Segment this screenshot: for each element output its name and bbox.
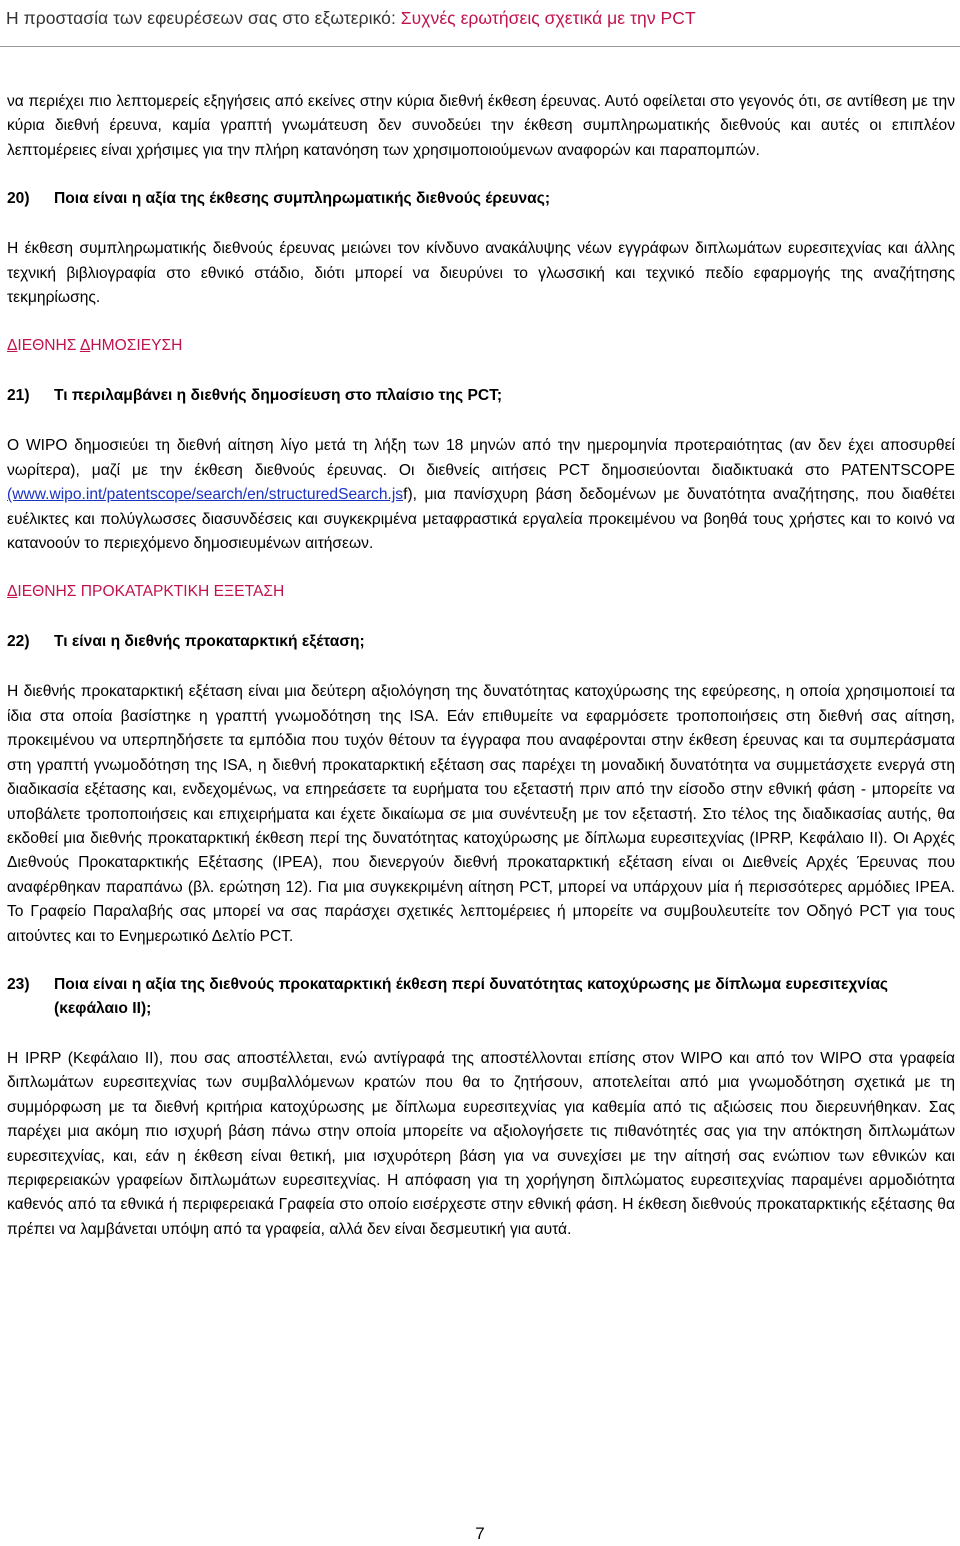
question-20-heading <box>7 187 955 211</box>
answer-23-paragraph: Η IPRP (Κεφάλαιο II), που σας αποστέλλεται, ενώ αντίγραφά της αποστέλλονται επίσης στον WIPO και από τον WIPO στα γραφεία διπλωμάτων ευρεσιτεχνίας των συμβαλλόμενων κρατών που θα το ζητήσουν, αποτελείται από μια γνωμοδότηση σχετικά με τη συμμόρφωση με τα διεθνή κριτήρια κατοχύρωσης με δίπλωμα ευρεσιτεχνίας για καθεμία από τις αξιώσεις που διερευνήθηκαν. Σας παρέχει μια ακόμη πιο ισχυρή βάση πάνω στην οποία μπορείτε να αξιολογήσετε τις πιθανότητές σας για την απόκτηση διπλωμάτων ευρεσιτεχνίας, και, εάν η έκθεση είναι θετική, μια ισχυρότερη βάση για να συνεχίσει με την αίτησή σας ενώπιον των εθνικών και περιφερειακών γραφείων διπλωμάτων ευρεσιτεχνίας. Η απόφαση για τη χορήγηση διπλώματος ευρεσιτεχνίας παραμένει αρμοδιότητα καθενός από τα εθνικά ή περιφερειακά Γραφεία στο οποίο εισέρχεστε στην εθνική φάση. Η έκθεση διεθνούς προκαταρκτικής εξέτασης θα πρέπει να λαμβάνεται υπόψη από τα γραφεία, αλλά δεν είναι δεσμευτική για αυτά. <box>7 1049 955 1238</box>
header-title <box>6 7 696 29</box>
section-publication-w1-first: Δ <box>7 337 18 355</box>
question-22-number: 22) <box>7 633 30 651</box>
page-number: 7 <box>475 1524 485 1543</box>
section-publication-w2-first: Δ <box>79 337 91 355</box>
header-title-prefix: Η προστασία των εφευρέσεων σας στο εξωτερικό: <box>6 8 401 28</box>
question-23-number: 23) <box>7 975 30 993</box>
answer-21-part2: f), μια πανίσχυρη βάση δεδομένων με δυνατότητα αναζήτησης, που διαθέτει ευέλικτες και πολύγλωσσες διασυνδέσεις και συγκεκριμένα μεταφραστικά εργαλεία προκειμένου να βοηθά τους χρήστες και το κοινό να κατανοούν το περιεχόμενο δημοσιευμένων αιτήσεων. <box>7 486 955 553</box>
section-publication-w1-rest: ΙΕΘΝΗΣ <box>17 337 77 355</box>
intro-paragraph: να περιέχει πιο λεπτομερείς εξηγήσεις από εκείνες στην κύρια διεθνή έκθεση έρευνας. Αυτό οφείλεται στο γεγονός ότι, σε αντίθεση με την κύρια διεθνή έρευνα, καμία γραπτή γνωμάτευση δεν συνοδεύει την έκθεση συμπληρωματικής διεθνούς και αυτές οι επιπλέον λεπτομέρειες είναι χρήσιμες για την πλήρη κατανόηση των χρησιμοποιούμενων αναφορών και παραπομπών. <box>7 93 955 159</box>
question-22-heading <box>7 630 955 654</box>
question-21-number: 21) <box>7 387 30 405</box>
question-23-text: Ποια είναι η αξία της διεθνούς προκαταρκτική έκθεση περί δυνατότητας κατοχύρωσης με δίπλωμα ευρεσιτεχνίας (κεφάλαιο ΙΙ); <box>54 975 889 1017</box>
header-title-accent: Συχνές ερωτήσεις σχετικά με την PCT <box>400 8 696 28</box>
answer-21-paragraph <box>7 434 955 556</box>
question-22-text: Τι είναι η διεθνής προκαταρκτική εξέταση; <box>54 633 365 651</box>
page-header <box>0 0 960 47</box>
section-publication-w2-rest: ΗΜΟΣΙΕΥΣΗ <box>90 337 183 355</box>
section-examination-first: Δ <box>7 583 18 601</box>
section-heading-examination <box>7 580 955 604</box>
section-examination-rest: ΙΕΘΝΗΣ ΠΡΟΚΑΤΑΡΚΤΙΚΗ ΕΞΕΤΑΣΗ <box>17 583 285 601</box>
question-21-text: Τι περιλαμβάνει η διεθνής δημοσίευση στο πλαίσιο της PCT; <box>54 387 503 405</box>
document-body <box>7 90 955 1242</box>
question-20-text: Ποια είναι η αξία της έκθεσης συμπληρωματικής διεθνούς έρευνας; <box>54 190 551 208</box>
answer-20-paragraph: Η έκθεση συμπληρωματικής διεθνούς έρευνας μειώνει τον κίνδυνο ανακάλυψης νέων εγγράφων διπλωμάτων ευρεσιτεχνίας και άλλης τεχνική βιβλιογραφία στο εθνικό στάδιο, διότι μπορεί να διευρύνει το γλωσσική και τεχνικό πεδίο εφαρμογής της αναζήτησης τεκμηρίωσης. <box>7 240 955 307</box>
answer-22-paragraph: Η διεθνής προκαταρκτική εξέταση είναι μια δεύτερη αξιολόγηση της δυνατότητας κατοχύρωσης της εφεύρεσης, η οποία χρησιμοποιεί τα ίδια στα οποία βασίστηκε η γραπτή γνωμοδότηση της ISA. Εάν επιθυμείτε να εφαρμόσετε τροποποιήσεις στη διεθνή σας αίτηση, προκειμένου να υπερπηδήσετε τα εμπόδια που τυχόν θέτουν τα έγγραφα που αναφέρονται στην έκθεση έρευνας και τα συμπεράσματα στη γραπτή γνωμοδότηση της ISA, η διεθνή προκαταρκτική εξέταση σας παρέχει τη μοναδική δυνατότητα να συμμετάσχετε ενεργά στη διαδικασία εξέτασης και, ενδεχομένως, να επηρεάσετε τα ευρήματα του εξεταστή πριν από την είσοδο στην εθνική φάση - μπορείτε να υποβάλετε τροποποιήσεις και επιχειρήματα και έχετε δικαίωμα σε μια συνέντευξη με τον εξεταστή. Στο τέλος της διαδικασίας αυτής, θα εκδοθεί μια διεθνής προκαταρκτική έκθεση περί της δυνατότητας κατοχύρωσης με δίπλωμα ευρεσιτεχνίας (IPRP, Κεφάλαιο II). Οι Αρχές Διεθνούς Προκαταρκτικής Εξέτασης (IPEA), που διενεργούν διεθνή προκαταρκτική εξέταση είναι οι Διεθνείς Αρχές Έρευνας που αναφέρθηκαν παραπάνω (βλ. ερώτηση 12). Για μια συγκεκριμένη αίτηση PCT, μπορεί να υπάρχουν μία ή περισσότερες αρμόδιες IPEA. Το Γραφείο Παραλαβής σας μπορεί να σας παράσχει σχετικές λεπτομέρειες ή μπορείτε να συμβουλευτείτε τον Οδηγό PCT για τους αιτούντες και το Ενημερωτικό Δελτίο PCT. <box>7 683 955 945</box>
section-heading-publication <box>7 334 955 358</box>
question-20-number: 20) <box>7 190 30 208</box>
question-21-heading <box>7 384 955 408</box>
answer-21-part1: Ο WIPO δημοσιεύει τη διεθνή αίτηση λίγο μετά τη λήξη των 18 μηνών από την ημερομηνία προτεραιότητας (αν δεν έχει αποσυρθεί νωρίτερα), μαζί με την έκθεση διεθνούς έρευνας. Οι διεθνείς αιτήσεις PCT δημοσιεύονται διαδικτυακά στο PATENTSCOPE <box>7 437 955 479</box>
patentscope-link[interactable]: (www.wipo.int/patentscope/search/en/structuredSearch.js <box>7 486 404 504</box>
question-23-heading <box>7 973 955 1021</box>
